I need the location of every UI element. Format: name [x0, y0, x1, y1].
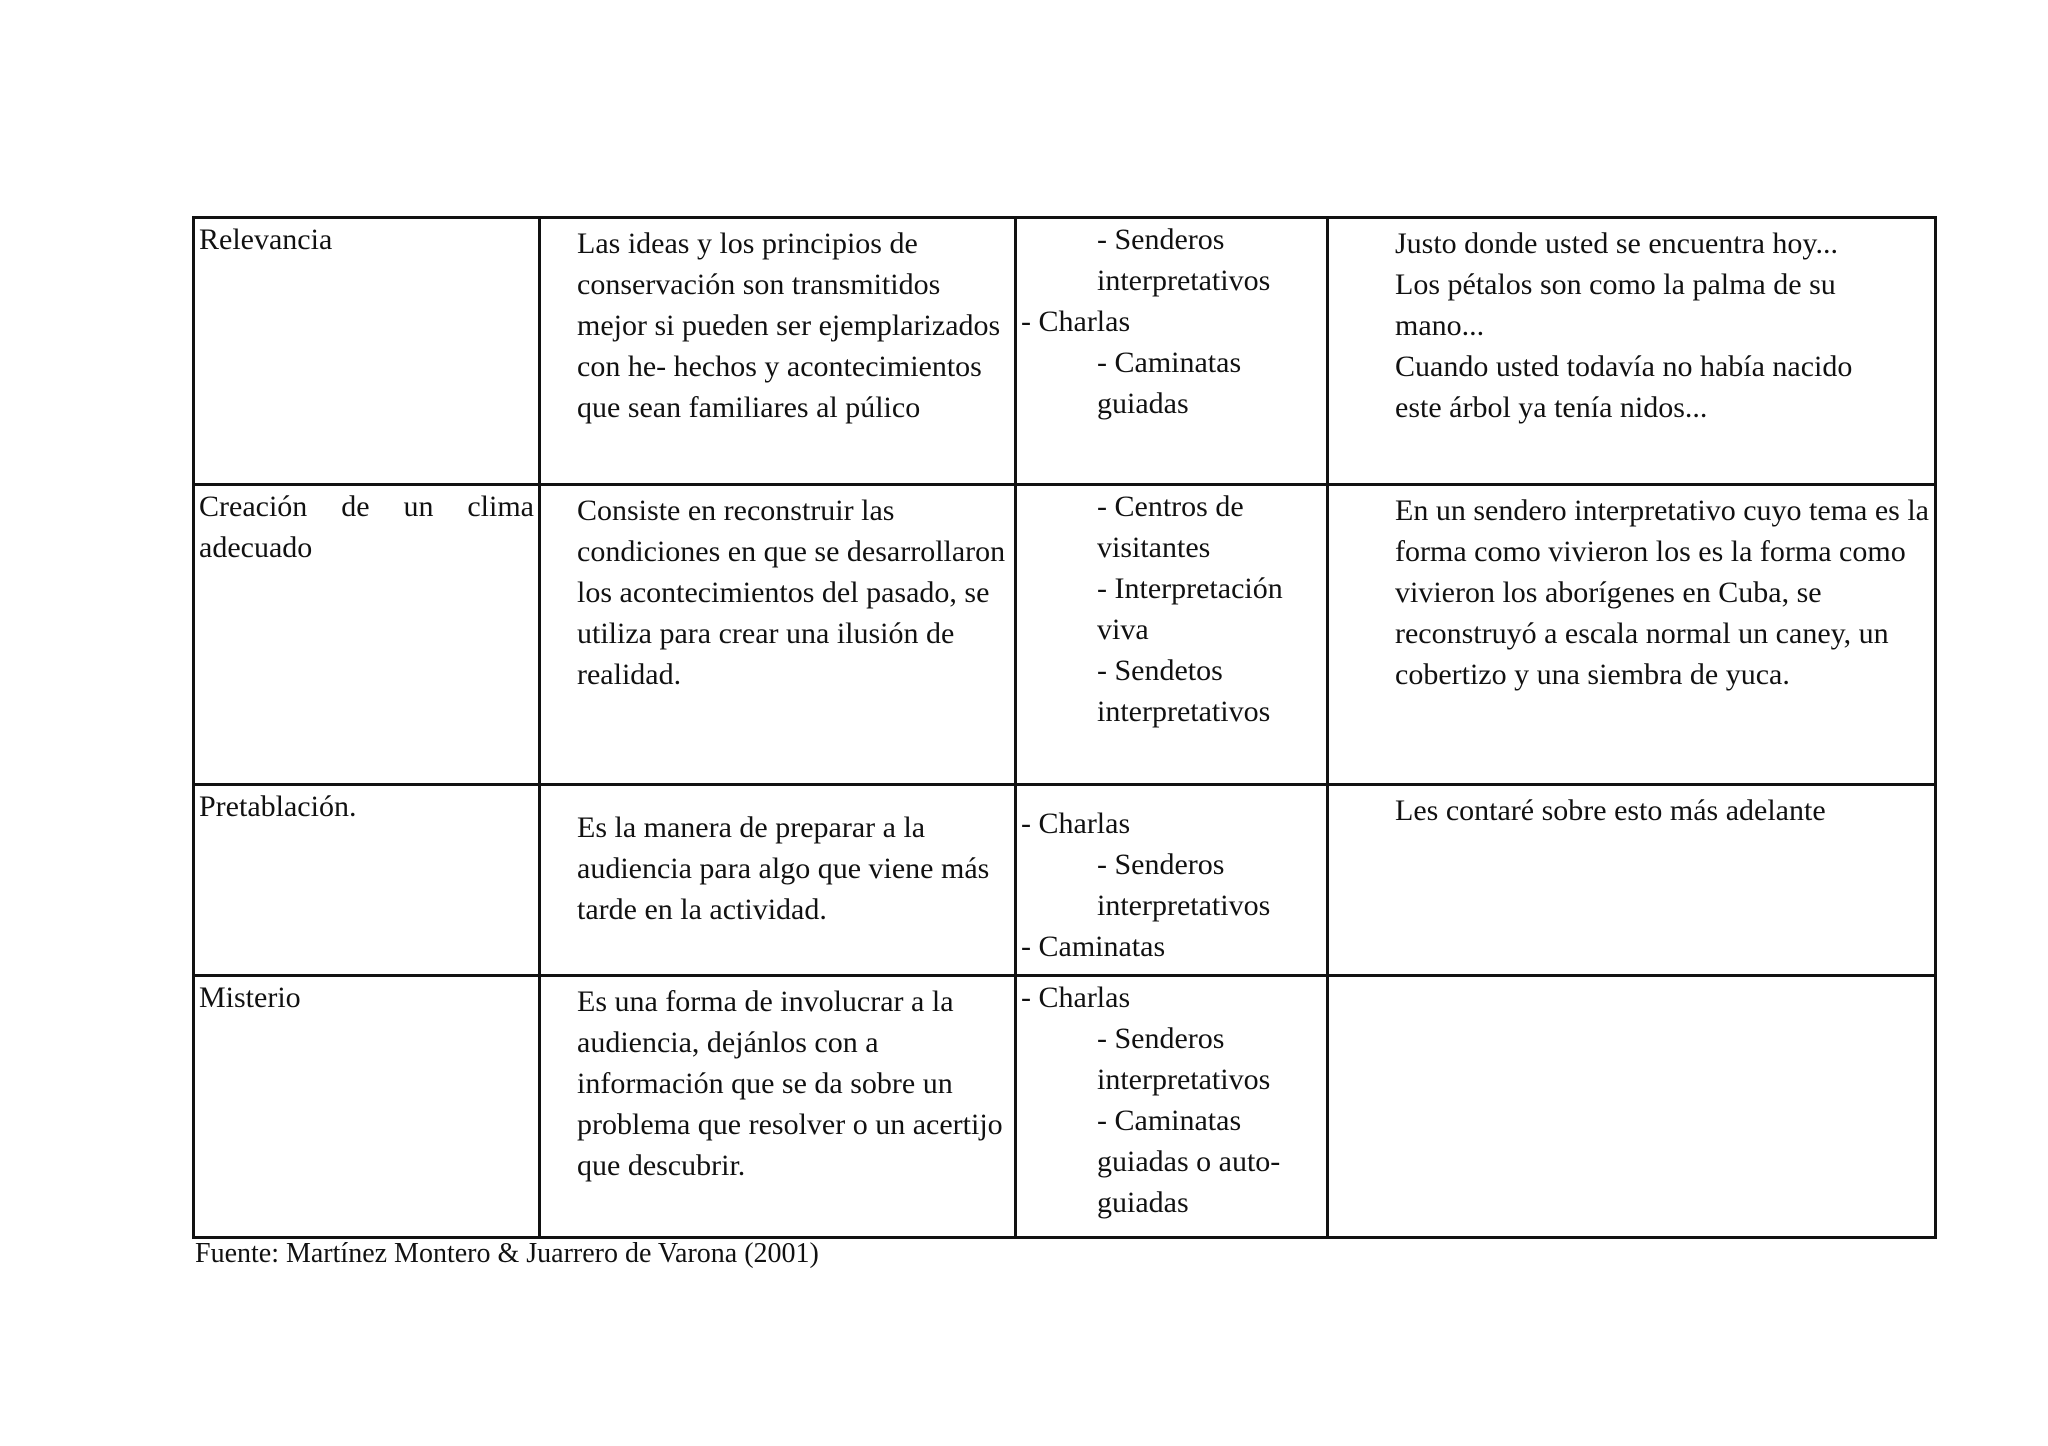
- technique-example-cell: [1328, 976, 1936, 1238]
- tool-item: - Sendetos: [1097, 654, 1223, 687]
- tool-item: interpretativos: [1097, 695, 1271, 728]
- example-line: Justo donde usted se encuentra hoy...: [1395, 227, 1838, 260]
- technique-description: Es una forma de involucrar a la audiencia, dejánlos con a información que se da sobre un problema que resolver o un acertijo que descubrir.: [577, 985, 1003, 1182]
- tool-item: guiadas: [1097, 1186, 1189, 1219]
- tool-item: - Interpretación: [1097, 572, 1283, 605]
- technique-name: Relevancia: [199, 223, 333, 256]
- technique-name: Creación de un clima adecuado: [199, 490, 534, 564]
- tool-item: - Charlas: [1021, 981, 1131, 1014]
- example-line: mano...: [1395, 309, 1485, 342]
- tool-item: viva: [1097, 613, 1149, 646]
- technique-tools-cell: [1016, 785, 1328, 976]
- technique-description-cell: [540, 218, 1016, 485]
- technique-description-cell: [540, 976, 1016, 1238]
- tool-item: - Senderos: [1097, 848, 1225, 881]
- table-row: [194, 485, 1936, 785]
- tool-item: - Charlas: [1021, 807, 1131, 840]
- example-line: este árbol ya tenía nidos...: [1395, 391, 1708, 424]
- technique-description: Las ideas y los principios de conservación son transmitidos mejor si pueden ser ejemplarizados con he- hechos y acontecimientos que sean familiares al púlico: [577, 227, 1001, 424]
- tool-item: - Centros de: [1097, 490, 1244, 523]
- technique-description-cell: [540, 485, 1016, 785]
- example-line: Cuando usted todavía no había nacido: [1395, 350, 1853, 383]
- tool-item: guiadas o auto-: [1097, 1145, 1281, 1178]
- tool-item: - Caminatas: [1097, 346, 1242, 379]
- tool-item: visitantes: [1097, 531, 1211, 564]
- technique-name-cell: [194, 485, 540, 785]
- example-line: Les contaré sobre esto más adelante: [1395, 794, 1826, 827]
- technique-description: Es la manera de preparar a la audiencia para algo que viene más tarde en la actividad.: [577, 811, 990, 926]
- tool-item: interpretativos: [1097, 264, 1271, 297]
- technique-description-cell: [540, 785, 1016, 976]
- technique-name-cell: [194, 976, 540, 1238]
- technique-description: Consiste en reconstruir las condiciones en que se desarrollaron los acontecimientos del pasado, se utiliza para crear una ilusión de realidad.: [577, 494, 1006, 691]
- tool-item: - Charlas: [1021, 305, 1131, 338]
- tool-item: - Senderos: [1097, 223, 1225, 256]
- table-row: [194, 785, 1936, 976]
- table-row: [194, 218, 1936, 485]
- tool-item: - Senderos: [1097, 1022, 1225, 1055]
- example-text: En un sendero interpretativo cuyo tema es la forma como vivieron los es la forma como vivieron los aborígenes en Cuba, se reconstruyó a escala normal un caney, un cobertizo y una siembra de yuca.: [1395, 494, 1929, 691]
- table-row: [194, 976, 1936, 1238]
- example-line: Los pétalos son como la palma de su: [1395, 268, 1836, 301]
- technique-name: Pretablación.: [199, 790, 357, 823]
- interpretation-techniques-table: [192, 216, 1937, 1239]
- tool-item: - Caminatas: [1021, 930, 1166, 963]
- technique-name-cell: [194, 218, 540, 485]
- table-source-note: Fuente: Martínez Montero & Juarrero de Varona (2001): [195, 1238, 819, 1269]
- technique-tools-cell: [1016, 976, 1328, 1238]
- tool-item: interpretativos: [1097, 1063, 1271, 1096]
- technique-example-cell: [1328, 485, 1936, 785]
- tool-item: - Caminatas: [1097, 1104, 1242, 1137]
- technique-tools-cell: [1016, 218, 1328, 485]
- technique-name: Misterio: [199, 981, 301, 1014]
- technique-tools-cell: [1016, 485, 1328, 785]
- technique-example-cell: [1328, 785, 1936, 976]
- tool-item: guiadas: [1097, 387, 1189, 420]
- technique-name-cell: [194, 785, 540, 976]
- technique-example-cell: [1328, 218, 1936, 485]
- tool-item: interpretativos: [1097, 889, 1271, 922]
